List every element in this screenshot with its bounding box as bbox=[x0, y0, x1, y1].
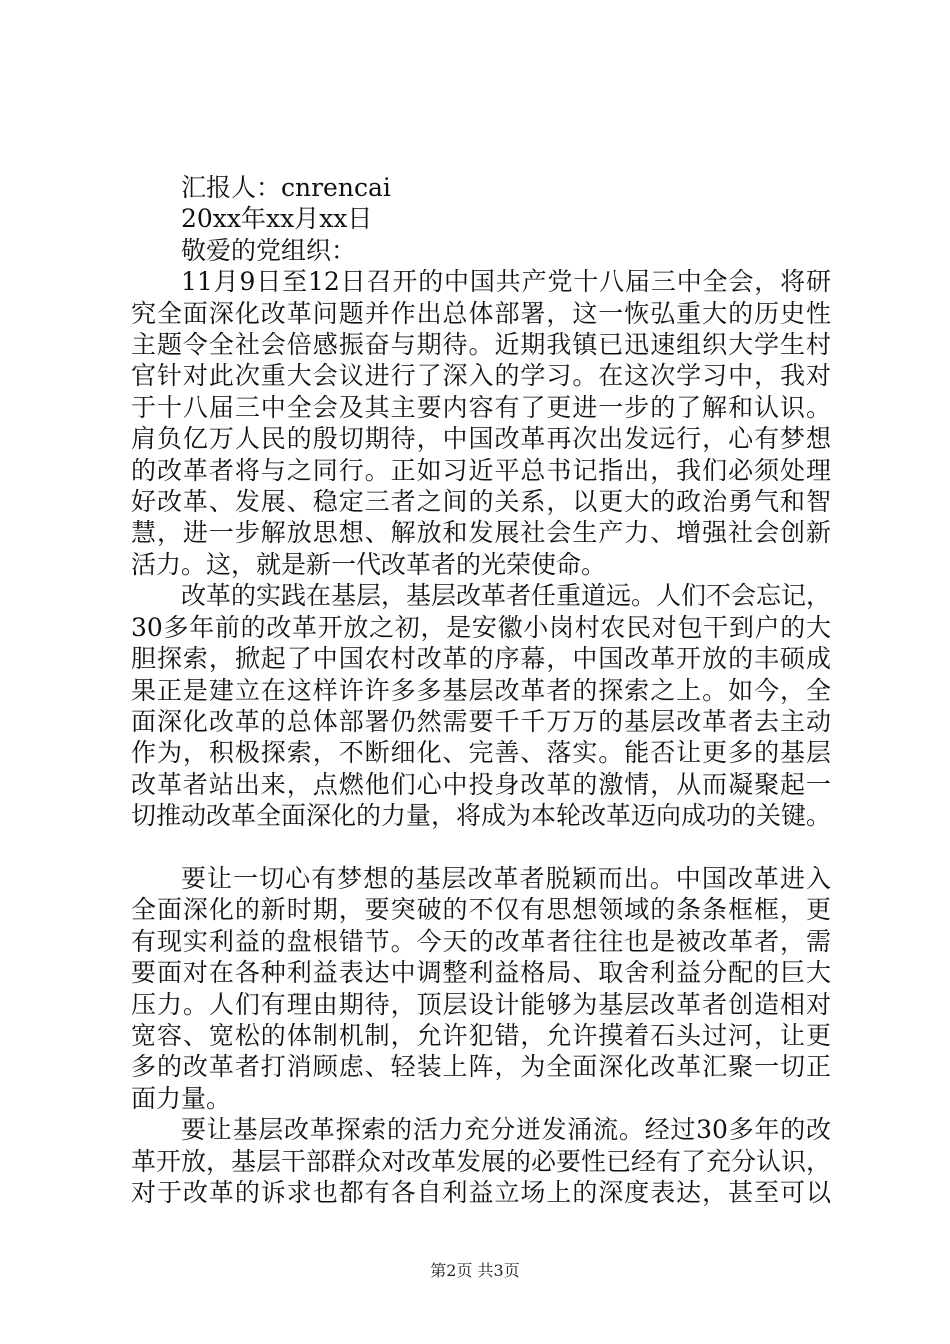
paragraph-line: 于十八届三中全会及其主要内容有了更进一步的了解和认识。 bbox=[131, 392, 831, 422]
paragraph-line: 的改革者将与之同行。正如习近平总书记指出，我们必须处理 bbox=[131, 455, 831, 485]
paragraph-line: 改革的实践在基层，基层改革者任重道远。人们不会忘记， bbox=[181, 581, 832, 611]
paragraph-line: 宽容、宽松的体制机制，允许犯错，允许摸着石头过河，让更 bbox=[131, 1020, 831, 1050]
paragraph-line: 慧，进一步解放思想、解放和发展社会生产力、增强社会创新 bbox=[131, 518, 831, 548]
paragraph-line: 压力。人们有理由期待，顶层设计能够为基层改革者创造相对 bbox=[131, 989, 831, 1019]
paragraph-line: 有现实利益的盘根错节。今天的改革者往往也是被改革者，需 bbox=[131, 926, 831, 956]
paragraph-line: 活力。这，就是新一代改革者的光荣使命。 bbox=[131, 549, 607, 579]
paragraph-line: 对于改革的诉求也都有各自利益立场上的深度表达，甚至可以 bbox=[131, 1177, 831, 1207]
paragraph-line: 作为，积极探索，不断细化、完善、落实。能否让更多的基层 bbox=[131, 738, 831, 768]
document-body bbox=[131, 172, 831, 1208]
paragraph-line: 要让基层改革探索的活力充分迸发涌流。经过30多年的改 bbox=[181, 1115, 831, 1145]
paragraph-line: 面深化改革的总体部署仍然需要千千万万的基层改革者去主动 bbox=[131, 706, 831, 736]
paragraph-line: 面力量。 bbox=[131, 1083, 232, 1113]
page-number-footer: 第2页 共3页 bbox=[430, 1261, 520, 1280]
paragraph-2 bbox=[131, 580, 831, 831]
salutation: 敬爱的党组织： bbox=[181, 235, 357, 265]
paragraph-3 bbox=[131, 863, 831, 1114]
paragraph-line: 胆探索，掀起了中国农村改革的序幕，中国改革开放的丰硕成 bbox=[131, 644, 831, 674]
paragraph-line: 果正是建立在这样许许多多基层改革者的探索之上。如今，全 bbox=[131, 675, 831, 705]
paragraph-1 bbox=[131, 266, 831, 580]
paragraph-line: 全面深化的新时期，要突破的不仅有思想领域的条条框框，更 bbox=[131, 895, 831, 925]
paragraph-line: 肩负亿万人民的殷切期待，中国改革再次出发远行，心有梦想 bbox=[131, 424, 831, 454]
paragraph-line: 要让一切心有梦想的基层改革者脱颖而出。中国改革进入 bbox=[181, 863, 831, 893]
paragraph-line: 11月9日至12日召开的中国共产党十八届三中全会，将研 bbox=[181, 267, 831, 297]
paragraph-line: 多的改革者打消顾虑、轻装上阵，为全面深化改革汇聚一切正 bbox=[131, 1052, 831, 1082]
paragraph-line: 切推动改革全面深化的力量，将成为本轮改革迈向成功的关键。 bbox=[131, 801, 832, 831]
paragraph-line: 革开放，基层干部群众对改革发展的必要性已经有了充分认识， bbox=[131, 1146, 832, 1176]
paragraph-line: 主题令全社会倍感振奋与期待。近期我镇已迅速组织大学生村 bbox=[131, 330, 831, 360]
paragraph-line: 好改革、发展、稳定三者之间的关系，以更大的政治勇气和智 bbox=[131, 487, 831, 517]
paragraph-line: 官针对此次重大会议进行了深入的学习。在这次学习中，我对 bbox=[131, 361, 831, 391]
paragraph-line: 要面对在各种利益表达中调整利益格局、取舍利益分配的巨大 bbox=[131, 958, 831, 988]
date-line: 20xx年xx月xx日 bbox=[181, 204, 373, 234]
blank-line bbox=[131, 832, 831, 863]
paragraph-line: 30多年前的改革开放之初，是安徽小岗村农民对包干到户的大 bbox=[131, 612, 831, 642]
reporter-line: 汇报人：cnrencai bbox=[181, 173, 391, 202]
paragraph-4 bbox=[131, 1114, 831, 1208]
paragraph-line: 改革者站出来，点燃他们心中投身改革的激情，从而凝聚起一 bbox=[131, 769, 831, 799]
paragraph-line: 究全面深化改革问题并作出总体部署，这一恢弘重大的历史性 bbox=[131, 298, 831, 328]
